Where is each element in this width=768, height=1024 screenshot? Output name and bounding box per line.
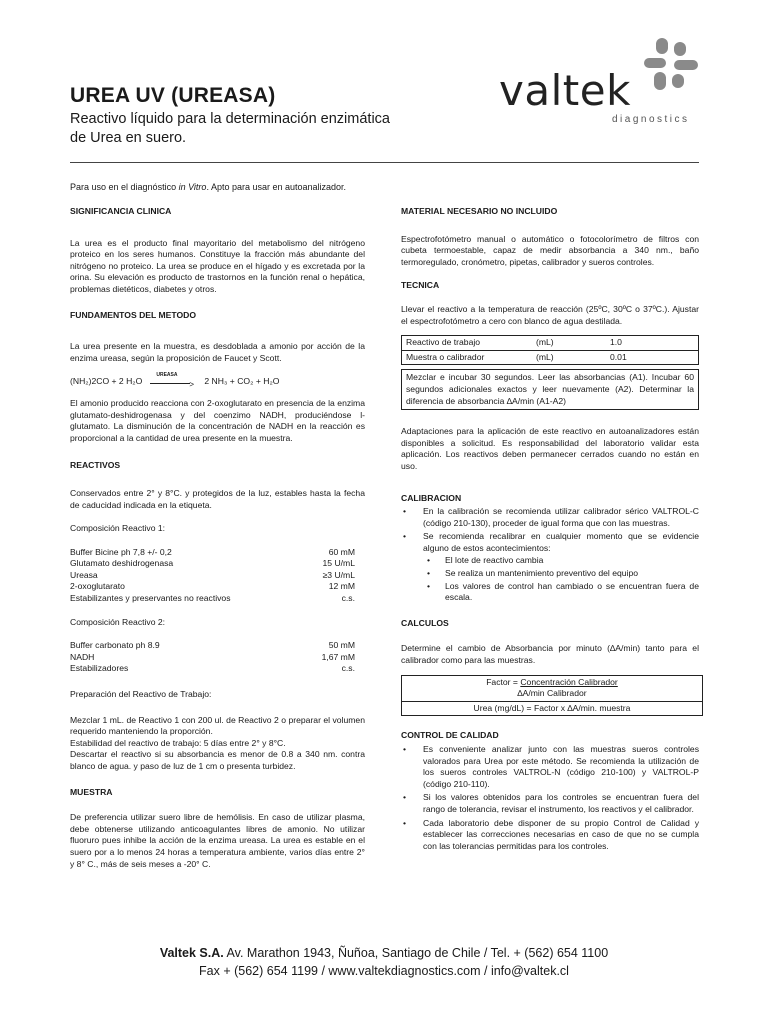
reactivo2-list [70, 640, 365, 675]
list-item: 2-oxoglutarato 12 mM [70, 581, 355, 592]
material-heading: MATERIAL NECESARIO NO INCLUIDO [401, 206, 558, 216]
reaction-arrow-icon: UREASA > [150, 377, 196, 387]
valtek-logo-icon [644, 38, 698, 90]
reactivos-heading: REACTIVOS [70, 460, 121, 471]
table-row: Muestra o calibrador (mL) 0.01 [406, 351, 627, 362]
fundamentos-text1: La urea presente en la muestra, es desdoblada a amonio por acción de la enzima ureasa, según la proposición de Faucet y Scott. [70, 341, 365, 363]
preparacion-stability: Estabilidad del reactivo de trabajo: 5 días entre 2° y 8°C. [70, 737, 286, 748]
equation-right: 2 NH₃ + CO₂ + H₂O [204, 376, 280, 387]
list-item: • El lote de reactivo cambia [445, 555, 699, 567]
list-item: • Es conveniente analizar junto con las muestras sueros controles valorados para Urea por este método. Se recomienda la utilización de los sueros controles VALTROL-N (código 210-100) y VALTROL-P (código 210-110). [423, 744, 699, 790]
tecnica-heading: TECNICA [401, 280, 440, 291]
arrow-label: UREASA [156, 372, 178, 379]
preparacion-title: Preparación del Reactivo de Trabajo: [70, 689, 212, 700]
significancia-text: La urea es el producto final mayoritario del metabolismo del nitrógeno proteico en los seres humanos. Constituye la fracción más abundante del nitrógeno no proteico. La urea se produce en el hígado y es excretada por la orina. Su elevación es producto de trastornos en la función renal o hepática, problemas dietéticos, diabetes y otros. [70, 237, 365, 294]
logo-subtitle: diagnostics [612, 114, 690, 125]
list-item: Glutamato deshidrogenasa 15 U/mL [70, 558, 355, 569]
header-divider [70, 162, 699, 163]
list-item: • Se realiza un mantenimiento preventivo del equipo [445, 568, 699, 580]
intro-line [70, 182, 346, 192]
list-item: • Si los valores obtenidos para los controles se encuentran fuera del rango de tolerancia, revisar el instrumento, los reactivos y el calibrador. [423, 792, 699, 815]
list-item: Ureasa ≥3 U/mL [70, 569, 355, 580]
formula-box [401, 675, 703, 717]
calibracion-sublist [423, 555, 699, 603]
footer-address-text: Av. Marathon 1943, Ñuñoa, Santiago de Chile / Tel. + (562) 654 1100 [223, 946, 609, 960]
factor-formula: Factor = Concentración Calibrador ∆A/min Calibrador [486, 676, 618, 699]
equation-left: (NH₂)2CO + 2 H₂O [70, 376, 143, 387]
list-item: NADH 1,67 mM [70, 651, 355, 662]
tecnica-table [401, 335, 699, 365]
material-text: Espectrofotómetro manual o automático o fotocolorímetro de filtros con cubeta termoestable, capaz de medir absorbancia a 340 nm., baño termoregulado, cronómetro, pipetas, calibrador y sueros controles. [401, 233, 699, 267]
list-item: • Cada laboratorio debe disponer de su propio Control de Calidad y establecer las correcciones necesarias en caso de que no se cumpla con las tolerancias permitidas para los controles. [423, 818, 699, 853]
fundamentos-text2: El amonio producido reacciona con 2-oxoglutarato en presencia de la enzima glutamato-deshidrogenasa y del coenzimo NADH, produciéndose l-glutamato. La disminución de la concentración de NADH en la reacción es proporcional a la cantidad de urea presente en la muestra. [70, 397, 365, 443]
intro-italic: in Vitro [178, 182, 207, 192]
calibracion-list [401, 506, 699, 604]
calculos-heading: CALCULOS [401, 617, 449, 628]
calibracion-heading: CALIBRACION [401, 492, 462, 503]
left-column [70, 206, 365, 870]
list-item: Buffer carbonato ph 8.9 50 mM [70, 640, 355, 651]
control-heading: CONTROL DE CALIDAD [401, 730, 499, 741]
logo-wordmark: valtek [499, 66, 631, 115]
control-list [401, 744, 699, 852]
urea-formula: Urea (mg/dL) = Factor x ∆A/min. muestra [402, 701, 702, 716]
muestra-text: De preferencia utilizar suero libre de hemólisis. En caso de utilizar plasma, debe obtenerse utilizando anticoagulantes libres de amonio. No utilizar fluoruro pues inhibe la acción de la enzima ureasa. La urea es estable en el suero por a lo menos 24 horas a temperatura ambiente, varios días entre 2° y 8° C., más de seis meses a -20° C. [70, 812, 365, 869]
reactivo2-title: Composición Reactivo 2: [70, 616, 166, 627]
calculos-text: Determine el cambio de Absorbancia por minuto (∆A/min) tanto para el calibrador como para las muestras. [401, 643, 699, 666]
reaction-equation [70, 372, 365, 390]
footer-address [0, 946, 768, 960]
footer-contact: Fax + (562) 654 1199 / www.valtekdiagnostics.com / info@valtek.cl [199, 964, 569, 978]
significancia-heading: SIGNIFICANCIA CLINICA [70, 206, 172, 216]
footer-company: Valtek S.A. [159, 946, 224, 960]
muestra-heading: MUESTRA [70, 786, 113, 797]
tecnica-note-box: Mezclar e incubar 30 segundos. Leer las absorbancias (A1). Incubar 60 segundos adicionales exactos y leer nuevamente (A2). Determinar la diferencia de absorbancia ∆A/min (A1-A2) [401, 369, 699, 410]
preparacion-text: Mezclar 1 mL. de Reactivo 1 con 200 ul. de Reactivo 2 o preparar el volumen requerido manteniendo la proporción. [70, 714, 365, 737]
adaptaciones-text: Adaptaciones para la aplicación de este reactivo en autoanalizadores están disponibles a solicitud. Es responsabilidad del laboratorio validar esta aplicación. Los reactivos deben permanecer cerrados cuando no están en uso. [401, 426, 699, 471]
list-item: Estabilizadores c.s. [70, 663, 355, 674]
intro-suffix: . Apto para usar en autoanalizador. [206, 182, 347, 192]
reactivos-text: Conservados entre 2° y 8°C. y protegidos de la luz, estables hasta la fecha de caducidad indicada en la etiqueta. [70, 487, 365, 510]
intro-prefix: Para uso en el diagnóstico [70, 182, 179, 192]
table-row: Reactivo de trabajo (mL) 1.0 [402, 336, 698, 351]
list-item: Buffer Bicine ph 7,8 +/- 0,2 60 mM [70, 546, 355, 557]
reactivo1-title: Composición Reactivo 1: [70, 523, 166, 534]
right-column [401, 206, 699, 852]
list-item: Estabilizantes y preservantes no reactivos c.s. [70, 593, 355, 604]
preparacion-discard: Descartar el reactivo si su absorbancia es menor de 0.8 a 340 nm. contra blanco de agua. y paso de luz de 1 cm o presenta turbidez. [70, 749, 365, 771]
document-title: UREA UV (UREASA) [70, 84, 276, 107]
list-item: • Los valores de control han cambiado o se encuentran fuera de escala. [445, 581, 699, 604]
list-item: • Se recomienda recalibrar en cualquier momento que se evidencie alguno de estos acontecimientos: • El lote de reactivo cambia • Se realiza un mantenimiento preventivo del equipo • Los valores de control han cambiado o se encuentran fuera de escala. [423, 531, 699, 604]
document-subtitle: Reactivo líquido para la determinación enzimática de Urea en suero. [70, 111, 390, 146]
tecnica-text: Llevar el reactivo a la temperatura de reacción (25ºC, 30ºC o 37ºC.). Ajustar el espectrofotómetro a cero con blanco de agua destilada. [401, 303, 699, 326]
reactivo1-list [70, 547, 365, 605]
list-item: • En la calibración se recomienda utilizar calibrador sérico VALTROL-C (código 210-130), proceder de igual forma que con las muestras. [423, 506, 699, 529]
fundamentos-heading: FUNDAMENTOS DEL METODO [70, 309, 197, 320]
